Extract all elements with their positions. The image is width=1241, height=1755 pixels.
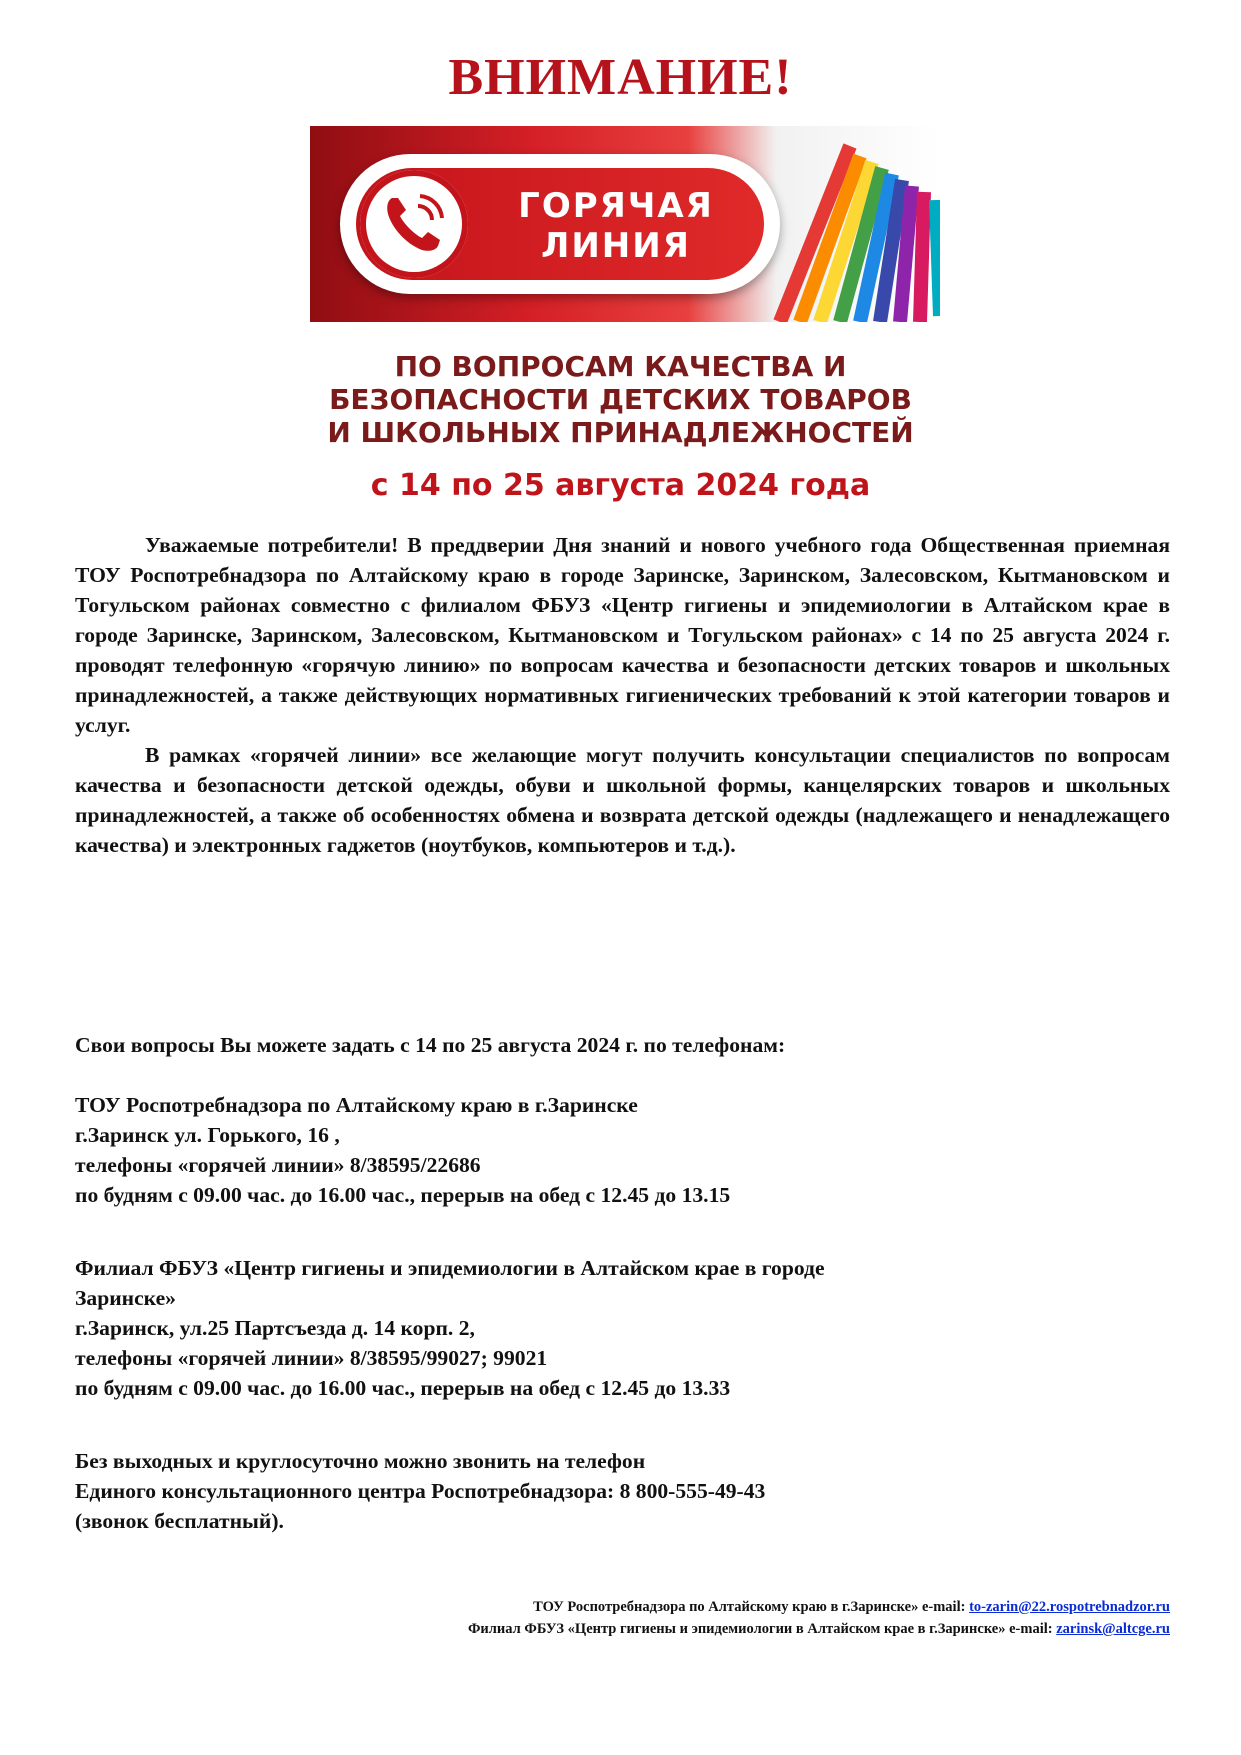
- contact-fbuz: [75, 1253, 1175, 1403]
- national-hotline: [75, 1446, 1175, 1536]
- announcement-body: [75, 530, 1170, 860]
- subtitle-line1: ПО ВОПРОСАМ КАЧЕСТВА И: [394, 350, 847, 383]
- contact1-name: ТОУ Роспотребнадзора по Алтайскому краю в г.Заринске: [75, 1093, 638, 1117]
- contact2-hours: по будням с 09.00 час. до 16.00 час., перерыв на обед с 12.45 до 13.33: [75, 1376, 731, 1400]
- contact1-phones: телефоны «горячей линии» 8/38595/22686: [75, 1153, 481, 1177]
- contact-rospotrebnadzor: [75, 1090, 1175, 1210]
- contact2-phones: телефоны «горячей линии» 8/38595/99027; 99021: [75, 1346, 548, 1370]
- hotline-pill: [340, 154, 780, 294]
- national-line2: Единого консультационного центра Роспотребнадзора: 8 800-555-49-43: [75, 1479, 766, 1503]
- subtitle-line2: БЕЗОПАСНОСТИ ДЕТСКИХ ТОВАРОВ: [329, 383, 912, 416]
- paragraph-consultations: В рамках «горячей линии» все желающие могут получить консультации специалистов по вопросам качества и безопасности детской одежды, обуви и школьной формы, канцелярских товаров и школьных принадлежностей, а также об особенностях обмена и возврата детской одежды (надлежащего и ненадлежащего качества) и электронных гаджетов (ноутбуков, компьютеров и т.д.).: [75, 743, 1170, 857]
- national-line3: (звонок бесплатный).: [75, 1509, 284, 1533]
- contact2-name-line1: Филиал ФБУЗ «Центр гигиены и эпидемиологии в Алтайском крае в городе: [75, 1256, 825, 1280]
- questions-line: Свои вопросы Вы можете задать с 14 по 25 августа 2024 г. по телефонам:: [75, 1033, 786, 1057]
- footer-line1: ТОУ Роспотребнадзора по Алтайскому краю в г.Заринске» e-mail: to-zarin@22.rospotrebnadzor.ru: [533, 1599, 1170, 1615]
- phone-icon: [378, 188, 450, 260]
- subtitle-line3: И ШКОЛЬНЫХ ПРИНАДЛЕЖНОСТЕЙ: [327, 416, 914, 449]
- contact2-name-line2: Заринске»: [75, 1286, 176, 1310]
- email-link-rospotrebnadzor[interactable]: to-zarin@22.rospotrebnadzor.ru: [969, 1599, 1170, 1615]
- phone-badge: [360, 170, 468, 278]
- hotline-banner: [310, 126, 940, 322]
- contact1-address: г.Заринск ул. Горького, 16 ,: [75, 1123, 340, 1147]
- email-link-fbuz[interactable]: zarinsk@altcge.ru: [1056, 1621, 1170, 1637]
- hotline-subtitle: [0, 350, 1241, 449]
- paragraph-intro: Уважаемые потребители! В преддверии Дня знаний и нового учебного года Общественная приемная ТОУ Роспотребнадзора по Алтайскому краю в городе Заринске, Заринском, Залесовском, Кытмановском и Тогульском районах совместно с филиалом ФБУЗ «Центр гигиены и эпидемиологии в Алтайском крае в городе Заринске, Заринском, Залесовском, Кытмановском и Тогульском районах» с 14 по 25 августа 2024 г. проводят телефонную «горячую линию» по вопросам качества и безопасности детских товаров и школьных принадлежностей, а также действующих нормативных гигиенических требований к этой категории товаров и услуг.: [75, 533, 1170, 737]
- contact1-hours: по будням с 09.00 час. до 16.00 час., перерыв на обед с 12.45 до 13.15: [75, 1183, 731, 1207]
- hotline-label-line1: ГОРЯЧАЯ: [518, 186, 714, 226]
- pencils-illustration: [740, 126, 940, 322]
- page-title: ВНИМАНИЕ!: [448, 49, 793, 106]
- hotline-label: [496, 186, 736, 266]
- hotline-dates: с 14 по 25 августа 2024 года: [370, 468, 871, 503]
- national-line1: Без выходных и круглосуточно можно звонить на телефон: [75, 1449, 646, 1473]
- contact2-address: г.Заринск, ул.25 Партсъезда д. 14 корп. 2,: [75, 1316, 475, 1340]
- footer-line2: Филиал ФБУЗ «Центр гигиены и эпидемиологии в Алтайском крае в г.Заринске» e-mail: zarinsk@altcge.ru: [467, 1621, 1170, 1637]
- hotline-label-line2: ЛИНИЯ: [541, 226, 691, 266]
